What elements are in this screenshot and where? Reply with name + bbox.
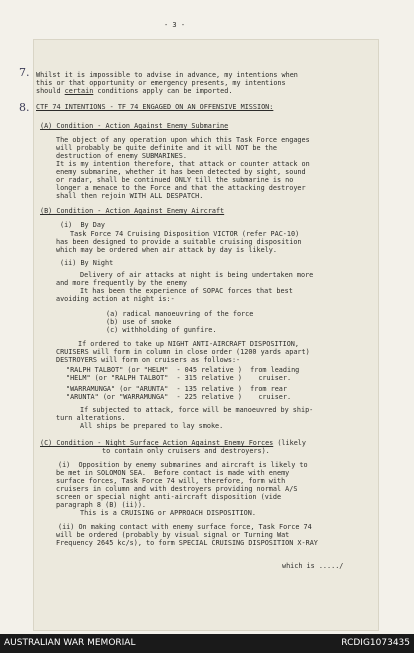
closing-line: All ships be prepared to lay smoke. xyxy=(80,422,224,430)
para7-line1: Whilst it is impossible to advise in advance, my intentions when xyxy=(36,71,298,79)
by-day-line: Task Force 74 Cruising Disposition VICTOR (refer PAC-10) xyxy=(70,230,300,238)
night-aa-line: DESTROYERS will form on cruisers as follows:- xyxy=(56,356,241,364)
section-c-line: screen or special night anti-aircraft disposition (vide xyxy=(56,493,282,501)
footer-id: RCDIG1073435 xyxy=(341,638,410,648)
by-night-line: and more frequently by the enemy xyxy=(56,279,187,287)
by-night-line: Delivery of air attacks at night is being undertaken more xyxy=(80,271,314,279)
section-c-line: surface forces, Task Force 74 will, therefore, form with xyxy=(56,477,286,485)
section-b-heading: (B) Condition - Action Against Enemy Aircraft xyxy=(40,207,225,215)
section-a-line: enemy submarine, whether it has been detected by sight, sound xyxy=(56,168,306,176)
section-c-ii-line: will be ordered (probably by visual signal or Turning Wat xyxy=(56,531,290,539)
list-item: (a) radical manoeuvring of the force xyxy=(106,310,254,318)
list-item: (b) use of smoke xyxy=(106,318,172,326)
section-c-line: (i) Opposition by enemy submarines and aircraft is likely to xyxy=(58,461,308,469)
by-day-line: has been designed to provide a suitable cruising disposition xyxy=(56,238,302,246)
station-row: "HELM" (or "RALPH TALBOT" - 315 relative ) cruiser. xyxy=(66,374,292,382)
by-night-label: (ii) By Night xyxy=(60,259,114,267)
footer-bar xyxy=(0,634,414,653)
station-row: "RALPH TALBOT" (or "HELM" - 045 relative ) from leading xyxy=(66,366,300,374)
station-row: "ARUNTA" (or "WARRAMUNGA" - 225 relative ) cruiser. xyxy=(66,393,292,401)
para7-line2: this or that opportunity or emergency presents, my intentions xyxy=(36,79,286,87)
night-aa-line: CRUISERS will form in column in close order (1200 yards apart) xyxy=(56,348,310,356)
night-aa-line: If ordered to take up NIGHT ANTI-AIRCRAFT DISPOSITION, xyxy=(78,340,299,348)
section-c-heading: (C) Condition - Night Surface Action Against Enemy Forces (likely xyxy=(40,439,306,447)
section-a-line: The object of any operation upon which this Task Force engages xyxy=(56,136,310,144)
section-a-line: will probably be quite definite and it will NOT be the xyxy=(56,144,277,152)
section-c-heading-line2: to contain only cruisers and destroyers). xyxy=(102,447,270,455)
section-a-line: destruction of enemy SUBMARINES. xyxy=(56,152,187,160)
para8-heading: CTF 74 INTENTIONS - TF 74 ENGAGED ON AN OFFENSIVE MISSION: xyxy=(36,103,274,111)
by-night-line: avoiding action at night is:- xyxy=(56,295,175,303)
page-number: - 3 - xyxy=(164,21,186,29)
by-day-line: which may be ordered when air attack by day is likely. xyxy=(56,246,277,254)
section-c-line: This is a CRUISING or APPROACH DISPOSITION. xyxy=(80,509,256,517)
section-a-heading: (A) Condition - Action Against Enemy Submarine xyxy=(40,122,229,130)
margin-mark-8: 8. xyxy=(19,101,30,114)
footer-source: AUSTRALIAN WAR MEMORIAL xyxy=(4,638,136,648)
section-a-line: longer a menace to the Force and that the attacking destroyer xyxy=(56,184,306,192)
closing-line: turn alterations. xyxy=(56,414,126,422)
station-row: "WARRAMUNGA" (or "ARUNTA" - 135 relative ) from rear xyxy=(66,385,287,393)
section-c-line: cruisers in column and with destroyers providing normal A/S xyxy=(56,485,298,493)
continuation-text: which is ...../ xyxy=(282,562,344,570)
section-c-ii-line: (ii) On making contact with enemy surface force, Task Force 74 xyxy=(58,523,312,531)
section-c-line: be met in SOLOMON SEA. Before contact is made with enemy xyxy=(56,469,290,477)
section-a-line: shall then rejoin WITH ALL DESPATCH. xyxy=(56,192,204,200)
section-a-line: or radar, shall be continued ONLY till the submarine is no xyxy=(56,176,294,184)
list-item: (c) withholding of gunfire. xyxy=(106,326,217,334)
closing-line: If subjected to attack, force will be manoeuvred by ship- xyxy=(80,406,314,414)
by-night-line: It has been the experience of SOPAC forces that best xyxy=(80,287,293,295)
section-c-line: paragraph 8 (B) (ii)). xyxy=(56,501,147,509)
by-day-label: (i) By Day xyxy=(60,221,106,229)
margin-mark-7: 7. xyxy=(19,66,30,79)
section-c-ii-line: Frequency 2645 kc/s), to form SPECIAL CRUISING DISPOSITION X-RAY xyxy=(56,539,318,547)
section-a-line: It is my intention therefore, that attack or counter attack on xyxy=(56,160,310,168)
para7-line3: should certain conditions apply can be imported. xyxy=(36,87,233,95)
